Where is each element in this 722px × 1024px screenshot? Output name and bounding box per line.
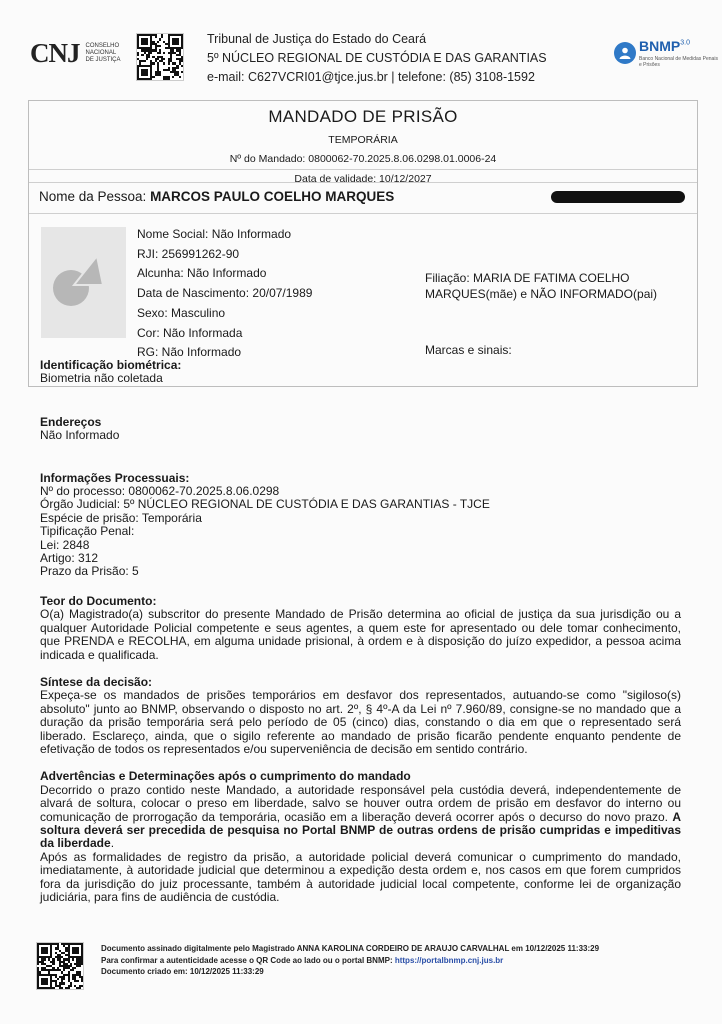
process-line: Prazo da Prisão: 5 — [40, 564, 139, 579]
person-name-row — [29, 183, 697, 214]
birth-date: Data de Nascimento: 20/07/1989 — [137, 286, 313, 301]
advertencias-text-2: Após as formalidades de registro da prisão, a autoridade policial deverá comunicar o cumprimento do mandado, imediatamente, à autoridade judicial que determinou a expedição desta ordem e, nos casos em que forem cumpridos fora da jurisdição do juiz processante, também à autoridade judicial local competente, conforme lei de organização judiciária, para fins de audiência de custódia. — [40, 849, 681, 904]
marks: Marcas e sinais: — [425, 343, 512, 357]
rji: RJI: 256991262-90 — [137, 246, 240, 261]
signature-line: Documento assinado digitalmente pelo Magistrado ANNA KAROLINA CORDEIRO DE ARAUJO CARVALHAL em 10/12/2025 11:33:29 — [101, 944, 600, 953]
process-line: Nº do processo: 0800062-70.2025.8.06.0298 — [40, 484, 280, 499]
authenticity-text: Para confirmar a autenticidade acesse o QR Code ao lado ou o portal BNMP: — [101, 955, 395, 965]
process-line: Lei: 2848 — [40, 537, 90, 552]
sintese-text: Expeça-se os mandados de prisões temporários em desfavor dos representados, autuando-se como "sigiloso(s) absoluto" junto ao BNMP, observando o disposto no art. 2º, § 4º-A da Lei nº 7.960/89, consigne-se no mandado que a duração da prisão temporária será pelo período de 05 (cinco) dias, constando o dia em que o representado será liberado. Esclareço, ainda, que o sigilo referente ao mandado de prisão ficarão pendente enquanto pendente de efetivação de todos os representados e/ou superveniência de decisão em sentido contrário. — [40, 688, 681, 756]
teor-text: O(a) Magistrado(a) subscritor do presente Mandado de Prisão determina ao oficial de justiça da sua jurisdição ou a qualquer Autoridade Policial competente e seus agentes, a quem este for apresentado ou dele tomar conhecimento, que PRENDA e RECOLHA, em alguma unidade prisional, à ordem e à disposição do juízo expedidor, a pessoa acima indicada e qualificada. — [40, 607, 681, 662]
photo-placeholder-icon — [41, 227, 126, 338]
person-name: MARCOS PAULO COELHO MARQUES — [150, 189, 395, 204]
created-date: Documento criado em: 10/12/2025 11:33:29 — [101, 967, 264, 976]
bnmp-person-icon — [614, 42, 636, 64]
cnj-logo — [30, 38, 121, 69]
advertencias-section: Advertências e Determinações após o cumprimento do mandado Decorrido o prazo contido neste Mandado, a autoridade responsável pela custódia deverá, independentemente de alvará de soltura, colocar o preso em liberdade, salvo se houver outra ordem de prisão em desfavor do interno ou comunicação de prorrogação da temporária, ocasião em a liberação deverá ocorrer após o decurso do novo prazo. A soltura deverá ser precedida de pesquisa no Portal BNMP de outras ordens de prisão cumpridas e impeditivas da liberdade. Após as formalidades de registro da prisão, a autoridade policial deverá comunicar o cumprimento do mandado, imediatamente, à autoridade judicial que determinou a expedição desta ordem e, nos casos em que forem cumpridos fora da jurisdição do juiz processante, também à autoridade judicial local competente, conforme lei de organização judiciária, para fins de audiência de custódia. — [40, 769, 681, 904]
warrant-header — [29, 101, 697, 183]
addresses-section — [40, 416, 681, 443]
warrant-type: TEMPORÁRIA — [328, 134, 398, 146]
cnj-logo-mark: CNJ — [30, 38, 80, 68]
person-fields — [137, 225, 312, 363]
portal-link[interactable]: https://portalbnmp.cnj.jus.br — [394, 955, 504, 965]
sintese-heading: Síntese da decisão: — [40, 674, 153, 689]
bnmp-title: BNMP — [639, 38, 681, 54]
process-line: Tipificação Penal: — [40, 524, 135, 539]
redaction-bar — [551, 191, 685, 203]
sex: Sexo: Masculino — [137, 305, 226, 320]
cnj-logo-text: CONSELHO NACIONAL DE JUSTIÇA — [85, 43, 121, 63]
process-line: Espécie de prisão: Temporária — [40, 510, 202, 525]
court-header — [207, 30, 547, 87]
warrant-content — [40, 359, 681, 918]
addresses-heading: Endereços — [40, 414, 102, 429]
filiation: Filiação: MARIA DE FATIMA COELHO MARQUES(mãe) e NÃO INFORMADO(pai) — [425, 271, 658, 301]
sintese-section — [40, 676, 681, 756]
biometric-value: Biometria não coletada — [40, 371, 163, 386]
bnmp-logo — [614, 38, 719, 68]
biometric-section — [40, 359, 681, 386]
process-line: Órgão Judicial: 5º NÚCLEO REGIONAL DE CUSTÓDIA E DAS GARANTIAS - TJCE — [40, 497, 490, 512]
process-section — [40, 472, 681, 579]
teor-heading: Teor do Documento: — [40, 593, 157, 608]
warrant-validity: Data de validade: 10/12/2027 — [29, 169, 697, 189]
addresses-value: Não Informado — [40, 428, 120, 443]
teor-section — [40, 595, 681, 662]
footer-qr-code-icon[interactable] — [36, 942, 84, 990]
advertencias-text-1: Decorrido o prazo contido neste Mandado, a autoridade responsável pela custódia deverá, independentemente de alvará de soltura, colocar o preso em liberdade, salvo se houver outra ordem de prisão em desfavor do interno ou comunicação de prorrogação da temporária, ocasião em a liberação deverá ocorrer após o decurso do novo prazo. — [40, 782, 681, 824]
bnmp-version: 3.0 — [680, 39, 690, 47]
advertencias-text-bold: A soltura deverá ser precedida de pesquisa no Portal BNMP de outras ordens de prisão cumpridas e impeditivas da liberdade — [40, 809, 681, 851]
header-qr-code-icon — [136, 33, 184, 81]
court-unit: 5º NÚCLEO REGIONAL DE CUSTÓDIA E DAS GARANTIAS — [207, 51, 547, 65]
social-name: Nome Social: Não Informado — [137, 227, 292, 241]
bnmp-subtitle: Banco Nacional de Medidas Penais e Prisões — [639, 56, 718, 68]
court-name: Tribunal de Justiça do Estado do Ceará — [207, 32, 427, 46]
court-contact: e-mail: C627VCRI01@tjce.jus.br | telefone: (85) 3108-1592 — [207, 70, 535, 84]
person-name-label: Nome da Pessoa: — [39, 189, 151, 204]
signature-footer — [101, 943, 681, 978]
process-line: Artigo: 312 — [40, 551, 99, 566]
color: Cor: Não Informada — [137, 325, 243, 340]
process-heading: Informações Processuais: — [40, 470, 190, 485]
biometric-heading: Identificação biométrica: — [40, 358, 182, 372]
warrant-title: MANDADO DE PRISÃO — [268, 107, 458, 126]
rg: RG: Não Informado — [137, 345, 242, 360]
alias: Alcunha: Não Informado — [137, 266, 267, 281]
advertencias-heading: Advertências e Determinações após o cumprimento do mandado — [40, 769, 411, 784]
warrant-box — [28, 100, 698, 387]
warrant-number: Nº do Mandado: 0800062-70.2025.8.06.0298.01.0006-24 — [229, 153, 497, 165]
